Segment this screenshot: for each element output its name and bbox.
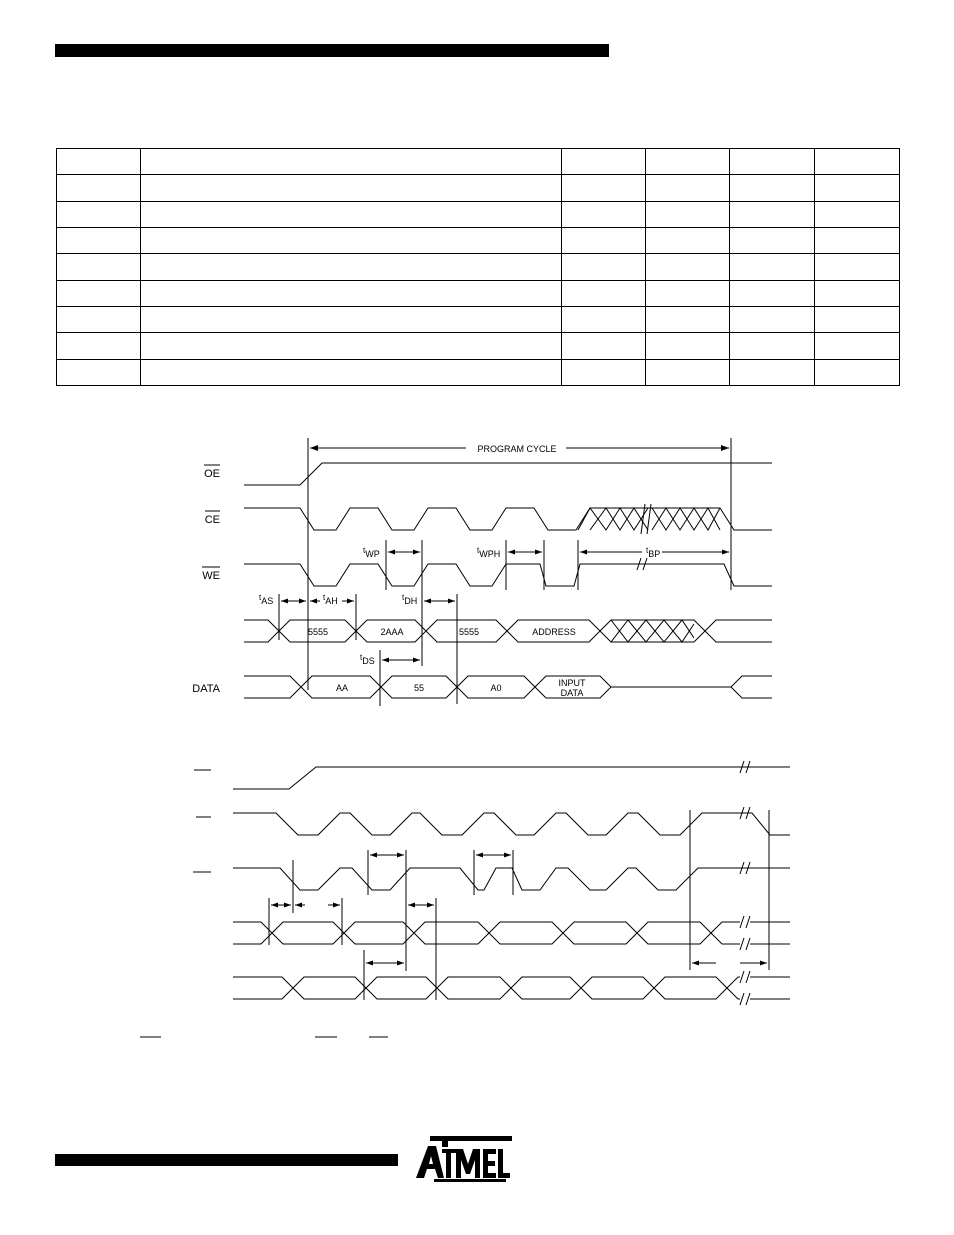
table-cell bbox=[815, 227, 900, 253]
ce-waveform-2 bbox=[233, 813, 790, 835]
address-value-4: ADDRESS bbox=[532, 627, 576, 637]
table-cell bbox=[57, 227, 141, 253]
timing-arrows-2 bbox=[271, 853, 767, 966]
table-cell bbox=[141, 201, 562, 227]
table-cell bbox=[57, 306, 141, 332]
t-wp-label: $^t$WP bbox=[363, 546, 380, 559]
table-cell bbox=[815, 254, 900, 280]
table-cell bbox=[815, 175, 900, 201]
table-cell bbox=[57, 149, 141, 175]
table-row bbox=[57, 149, 900, 175]
table-cell bbox=[57, 280, 141, 306]
table-cell bbox=[141, 149, 562, 175]
address-value-2: 2AAA bbox=[380, 627, 404, 637]
table-cell bbox=[730, 333, 815, 359]
table-row bbox=[57, 333, 900, 359]
we-label: WE bbox=[202, 570, 220, 582]
table-cell bbox=[141, 333, 562, 359]
table-cell bbox=[141, 175, 562, 201]
data-value-2: 55 bbox=[413, 683, 425, 693]
table-cell bbox=[815, 333, 900, 359]
table-cell bbox=[646, 227, 730, 253]
table-cell bbox=[730, 175, 815, 201]
table-cell bbox=[57, 254, 141, 280]
table-row bbox=[57, 227, 900, 253]
t-as-label: $^t$AS bbox=[259, 593, 274, 606]
table-row bbox=[57, 201, 900, 227]
table-row bbox=[57, 254, 900, 280]
table-cell bbox=[562, 306, 646, 332]
table-row bbox=[57, 280, 900, 306]
sector-timing-diagram bbox=[0, 755, 954, 1015]
parameter-table bbox=[56, 148, 900, 386]
input-data-label-line1: INPUT bbox=[558, 678, 586, 688]
table-cell bbox=[815, 359, 900, 385]
atmel-logo bbox=[412, 1136, 512, 1182]
input-data-label-line2: DATA bbox=[560, 688, 584, 698]
oe-label: OE bbox=[204, 468, 220, 480]
table-cell bbox=[141, 254, 562, 280]
table-cell bbox=[815, 149, 900, 175]
t-ds-label: $^t$DS bbox=[360, 653, 375, 666]
ce-label: CE bbox=[204, 514, 220, 526]
address-value-3: 5555 bbox=[458, 627, 480, 637]
break-marks bbox=[740, 761, 750, 1005]
table-cell bbox=[141, 227, 562, 253]
table-cell bbox=[141, 359, 562, 385]
table-cell bbox=[730, 306, 815, 332]
table-cell bbox=[562, 175, 646, 201]
notes-overbars bbox=[120, 1028, 420, 1048]
table-row bbox=[57, 306, 900, 332]
address-value-1: 5555 bbox=[307, 627, 329, 637]
oe-waveform-2 bbox=[233, 767, 790, 789]
t-ah-label: $^t$AH bbox=[323, 593, 338, 606]
footer-rule bbox=[55, 1154, 398, 1166]
table-cell bbox=[730, 227, 815, 253]
address-bus-waveform-2 bbox=[233, 922, 790, 944]
table-cell bbox=[730, 149, 815, 175]
table-cell bbox=[562, 333, 646, 359]
table-cell bbox=[646, 333, 730, 359]
we-waveform bbox=[244, 564, 772, 586]
t-wph-label: $^t$WPH bbox=[477, 546, 501, 559]
table-cell bbox=[562, 359, 646, 385]
table-cell bbox=[57, 359, 141, 385]
table-cell bbox=[141, 306, 562, 332]
table-cell bbox=[562, 149, 646, 175]
table-cell bbox=[815, 306, 900, 332]
t-bp-label: $^t$BP bbox=[646, 546, 661, 559]
table-cell bbox=[815, 201, 900, 227]
program-cycle-timing-diagram bbox=[0, 430, 954, 720]
data-bus-waveform bbox=[244, 676, 772, 698]
table-cell bbox=[646, 280, 730, 306]
t-dh-label: $^t$DH bbox=[402, 593, 418, 606]
data-bus-waveform-2 bbox=[233, 977, 790, 999]
table-cell bbox=[646, 201, 730, 227]
oe-waveform bbox=[244, 463, 772, 485]
table-cell bbox=[562, 254, 646, 280]
data-value-1: AA bbox=[335, 683, 349, 693]
table-row bbox=[57, 175, 900, 201]
table-cell bbox=[141, 280, 562, 306]
table-cell bbox=[57, 175, 141, 201]
program-cycle-label: PROGRAM CYCLE bbox=[477, 444, 557, 454]
table-cell bbox=[57, 333, 141, 359]
table-cell bbox=[562, 201, 646, 227]
header-rule bbox=[55, 44, 609, 57]
table-cell bbox=[730, 359, 815, 385]
we-waveform-2 bbox=[233, 868, 790, 890]
table-cell bbox=[646, 175, 730, 201]
table-cell bbox=[57, 201, 141, 227]
table-cell bbox=[646, 254, 730, 280]
table-cell bbox=[562, 227, 646, 253]
table-cell bbox=[646, 306, 730, 332]
table-cell bbox=[730, 254, 815, 280]
table-cell bbox=[646, 359, 730, 385]
data-value-3: A0 bbox=[490, 683, 502, 693]
table-row bbox=[57, 359, 900, 385]
table-cell bbox=[562, 280, 646, 306]
table-cell bbox=[730, 280, 815, 306]
table-cell bbox=[646, 149, 730, 175]
ce-waveform bbox=[244, 508, 772, 530]
table-cell bbox=[815, 280, 900, 306]
data-label: DATA bbox=[192, 683, 220, 695]
table-cell bbox=[730, 201, 815, 227]
